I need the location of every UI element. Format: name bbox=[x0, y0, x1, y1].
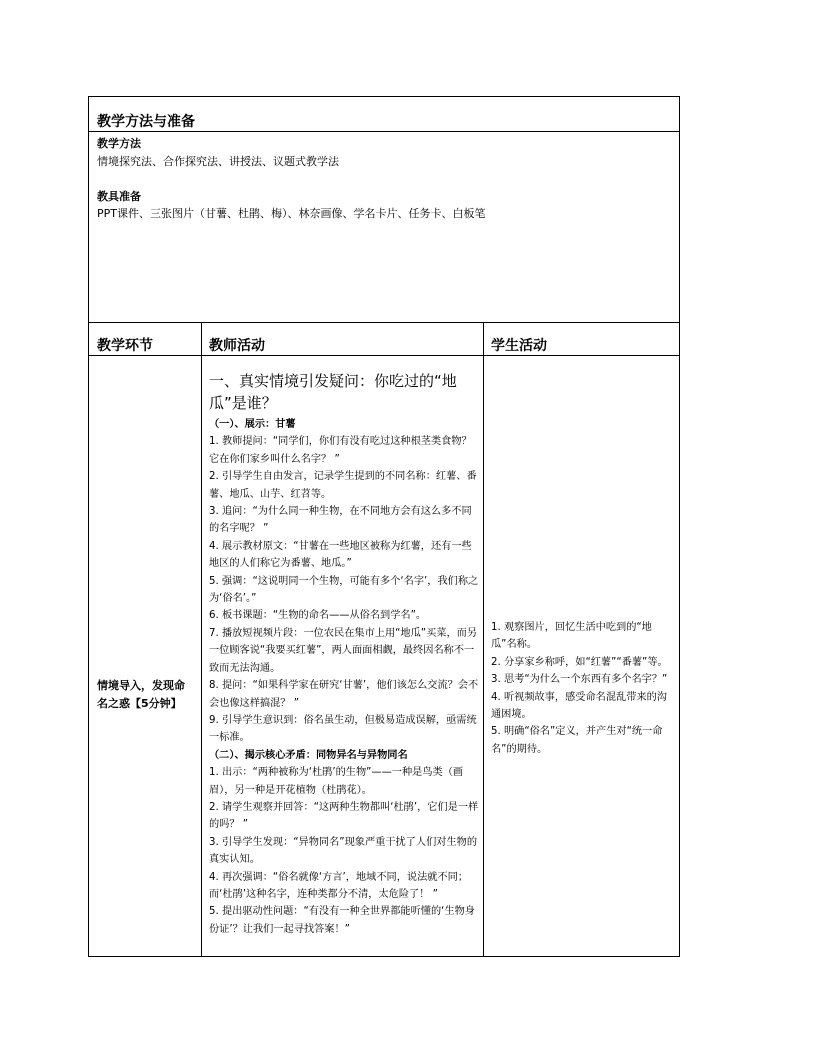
list-item: 4. 再次强调：“俗名就像‘方言’，地域不同，说法就不同；而‘杜鹃’这种名字，连种类都分不清，太危险了！ ” bbox=[209, 871, 469, 900]
list-item: 4. 展示教材原文：“甘薯在一些地区被称为红薯，还有一些地区的人们称它为番薯、地瓜。” bbox=[209, 540, 472, 570]
header-teacher: 教师活动 bbox=[209, 338, 265, 354]
list-item: 5. 明确“俗名”定义，并产生对“统一命名”的期待。 bbox=[491, 726, 663, 755]
tools-label: 教具准备 bbox=[97, 190, 141, 203]
list-item: 4. 听视频故事，感受命名混乱带来的沟通困境。 bbox=[491, 691, 667, 721]
lesson-plan-table bbox=[88, 96, 680, 957]
methods-text: 情境探究法、合作探究法、讲授法、议题式教学法 bbox=[97, 155, 339, 168]
list-item: 7. 播放短视频片段：一位农民在集市上用“地瓜”买菜，而另一位顾客说“我要买红薯”，两人面面相觑，最终因名称不一致而无法沟通。 bbox=[209, 627, 478, 674]
list-item: 5. 提出驱动性问题：“有没有一种全世界都能听懂的‘生物身份证’？让我们一起寻找答案！” bbox=[209, 906, 475, 935]
column-divider bbox=[483, 323, 484, 956]
stage-cell: 情境导入，发现命名之惑【5分钟】 bbox=[97, 679, 185, 710]
list-item: 2. 引导学生自由发言，记录学生提到的不同名称：红薯、番薯、地瓜、山芋、红苕等。 bbox=[209, 471, 477, 500]
methods-label: 教学方法 bbox=[97, 137, 141, 150]
header-stage: 教学环节 bbox=[97, 338, 153, 354]
list-item: 2. 请学生观察并回答：“这两种生物都叫‘杜鹃’，它们是一样的吗？ ” bbox=[209, 801, 479, 831]
tools-text: PPT课件、三张图片（甘薯、杜鹃、梅）、林奈画像、学名卡片、任务卡、白板笔 bbox=[97, 207, 486, 220]
list-item: 3. 引导学生发现：“异物同名”现象严重干扰了人们对生物的真实认知。 bbox=[209, 836, 478, 866]
list-item: 6. 板书课题：“生物的命名——从俗名到学名”。 bbox=[209, 610, 427, 622]
table-header-row bbox=[89, 323, 679, 356]
teacher-heading: 一、真实情境引发疑问：你吃过的“地瓜”是谁？ bbox=[209, 372, 457, 412]
list-item: 8. 提问：“如果科学家在研究‘甘薯’，他们该怎么交流？会不会也像这样搞混？ ” bbox=[209, 680, 479, 709]
list-item: 1. 观察图片，回忆生活中吃到的“地瓜”名称。 bbox=[491, 622, 652, 651]
list-item: 1. 教师提问：“同学们，你们有没有吃过这种根茎类食物？它在你们家乡叫什么名字？ ” bbox=[209, 436, 472, 465]
part2-title: （二）、揭示核心矛盾：同物异名与异物同名 bbox=[209, 749, 408, 761]
list-item: 1. 出示：“两种被称为‘杜鹃’的生物”——一种是鸟类（画眉），另一种是开花植物（杜鹃花）。 bbox=[209, 767, 464, 796]
part1-title: （一）、展示：甘薯 bbox=[209, 419, 296, 430]
list-item: 2. 分享家乡称呼，如“红薯”“番薯”等。 bbox=[491, 656, 668, 668]
header-student: 学生活动 bbox=[491, 338, 547, 354]
list-item: 5. 强调：“这说明同一个生物，可能有多个‘名字’，我们称之为‘俗名’。” bbox=[209, 575, 479, 605]
section-title-row bbox=[89, 97, 679, 132]
list-item: 9. 引导学生意识到：俗名虽生动，但极易造成误解，亟需统一标准。 bbox=[209, 714, 477, 744]
list-item: 3. 追问：“为什么同一种生物，在不同地方会有这么多不同的名字呢？ ” bbox=[209, 506, 472, 535]
list-item: 3. 思考“为什么一个东西有多个名字？” bbox=[491, 674, 668, 686]
teacher-activity-cell bbox=[209, 370, 481, 938]
methods-and-tools bbox=[89, 132, 679, 323]
section-title: 教学方法与准备 bbox=[97, 114, 195, 130]
column-divider bbox=[201, 323, 202, 956]
student-activity-cell bbox=[491, 619, 675, 758]
